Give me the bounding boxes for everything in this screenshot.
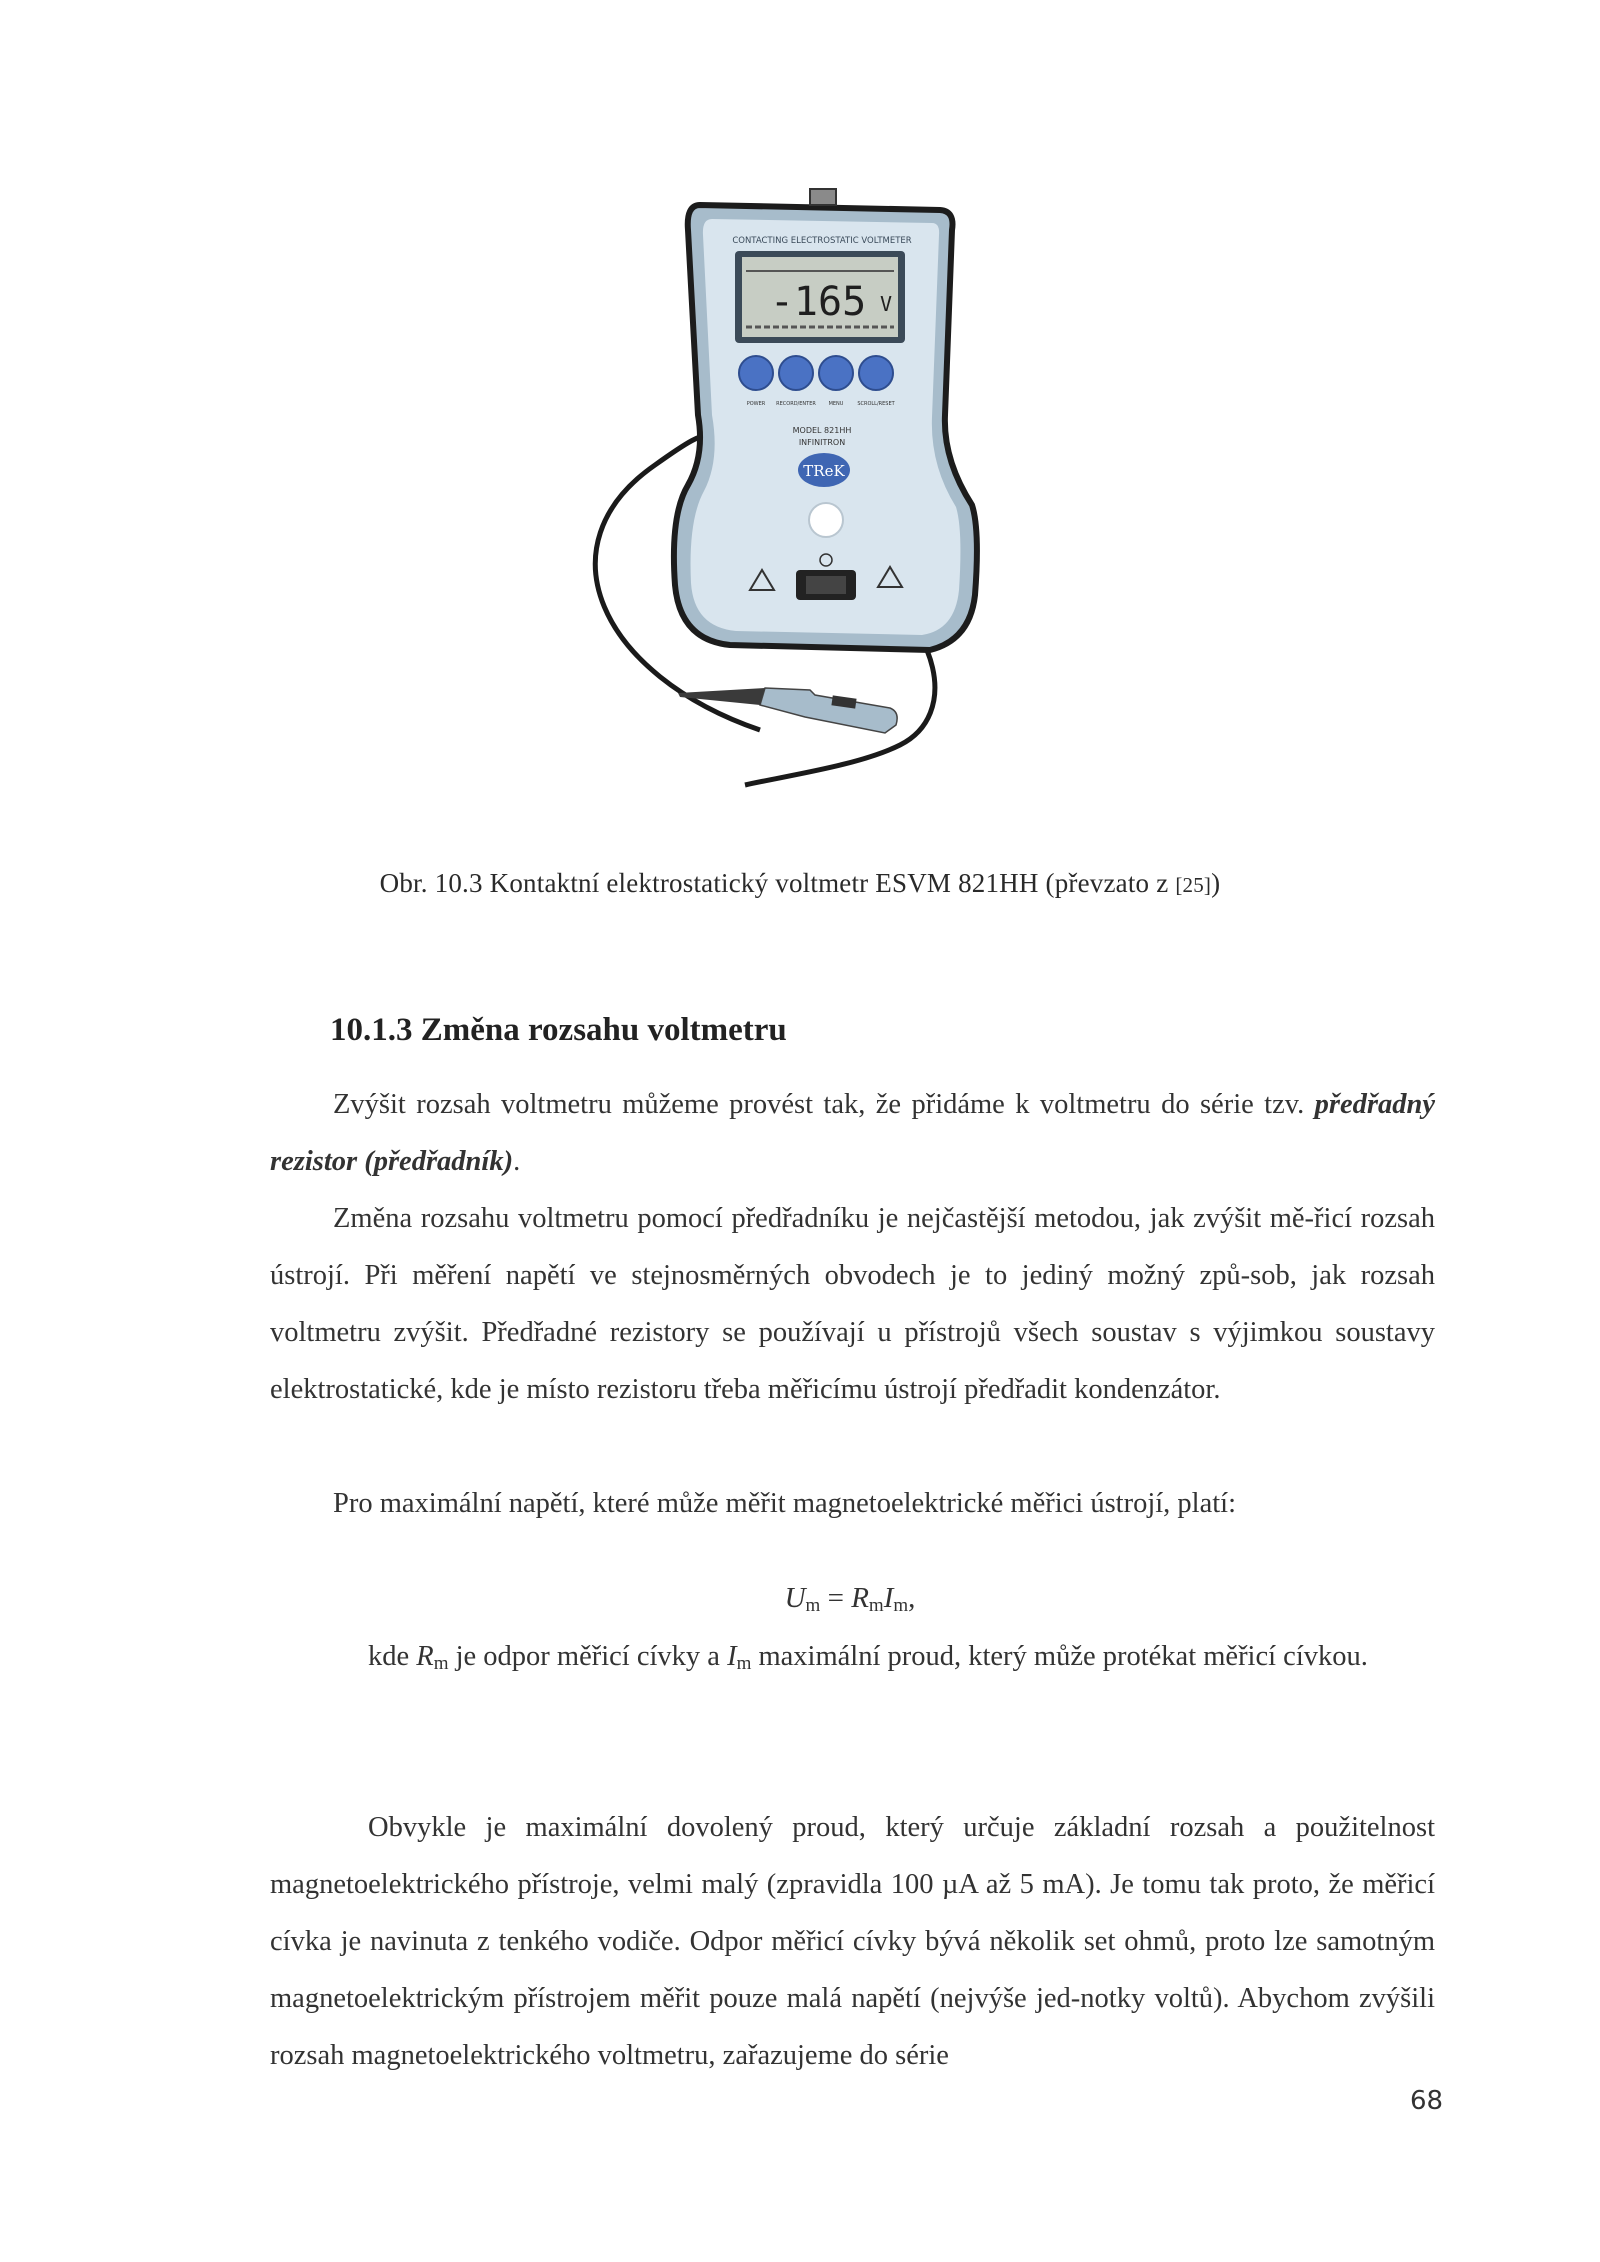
lcd-unit: V (880, 292, 893, 316)
menu-label: MENU (828, 401, 844, 407)
p4-R-sub: m (433, 1653, 449, 1674)
eq-end: , (908, 1582, 916, 1614)
figure-caption (0, 868, 1600, 899)
device-header-text: CONTACTING ELECTROSTATIC VOLTMETER (732, 236, 912, 246)
p4-I: I (727, 1641, 737, 1672)
eq-I-sub: m (893, 1595, 909, 1616)
eq-I: I (883, 1582, 894, 1614)
probe-body (760, 688, 897, 733)
lcd-reading: -165 (769, 279, 867, 325)
power-label: POWER (746, 401, 766, 407)
p4-R: R (416, 1641, 434, 1672)
paragraph-4 (270, 1628, 1435, 1692)
eq-equals: = (820, 1582, 852, 1614)
p4-b: je odpor měřicí cívky a (448, 1641, 728, 1672)
model-line-2: INFINITRON (798, 438, 846, 447)
eq-R-sub: m (868, 1595, 884, 1616)
equation (0, 1582, 1600, 1617)
p4-a: kde (368, 1641, 417, 1672)
paragraph-1-end: . (513, 1146, 521, 1177)
paragraph-5: Obvykle je maximální dovolený proud, který určuje základní rozsah a použitelnost magnetoelektrického přístroje, velmi malý (zpravidla 100 µA až 5 mA). Je tomu tak proto, že měřicí cívka je navinuta z tenkého vodiče. Odpor měřicí cívky bývá několik set ohmů, proto lze samotným magnetoelektrickým přístrojem měřit pouze malá napětí (nejvýše jed-notky voltů). Abychom zvýšili rozsah magnetoelektrického voltmetru, zařazujeme do série (270, 1812, 1435, 2071)
voltmeter-illustration (560, 185, 1020, 805)
paragraph-3: Pro maximální napětí, které může měřit magnetoelektrické měřici ústrojí, platí: (333, 1488, 1236, 1519)
eq-U-sub: m (805, 1595, 821, 1616)
caption-ref: [25] (1175, 873, 1212, 897)
eq-R: R (851, 1582, 869, 1614)
menu-button[interactable] (819, 356, 853, 390)
caption-close: ) (1211, 868, 1221, 898)
model-line-1: MODEL 821HH (792, 426, 852, 435)
paragraph-2: Změna rozsahu voltmetru pomocí předřadníku je nejčastější metodou, jak zvýšit mě-řicí rozsah ústrojí. Při měření napětí ve stejnosměrných obvodech je to jediný možný způ-sob, jak rozsah voltmetru zvýšit. Předřadné rezistory se používají u přístrojů všech soustav s výjimkou soustavy elektrostatické, kde je místo rezistoru třeba měřicímu ústrojí předřadit kondenzátor. (270, 1203, 1435, 1405)
voltmeter-figure (560, 185, 1020, 805)
section-heading: 10.1.3 Změna rozsahu voltmetru (330, 1012, 787, 1048)
page-number: 68 (1410, 2086, 1444, 2116)
probe-connector-inner (806, 576, 846, 594)
paragraph-1-text: Zvýšit rozsah voltmetru můžeme provést tak, že přidáme k voltmetru do série tzv. (333, 1089, 1315, 1120)
paragraph-1 (270, 1076, 1435, 1190)
probe-tip (678, 688, 765, 705)
record-label: RECORD/ENTER (776, 401, 816, 407)
top-connector (810, 189, 836, 205)
sensor-window (809, 503, 843, 537)
p4-I-sub: m (736, 1653, 752, 1674)
record-enter-button[interactable] (779, 356, 813, 390)
trek-logo-text: TReK (803, 462, 845, 480)
scroll-label: SCROLL/RESET (857, 401, 895, 407)
caption-text: Obr. 10.3 Kontaktní elektrostatický voltmetr ESVM 821HH (převzato z (379, 868, 1176, 898)
paragraph-1-term: předřadný rezistor (předřadník) (270, 1089, 1435, 1177)
power-button[interactable] (739, 356, 773, 390)
p4-c: maximální proud, který může protékat měřicí cívkou. (751, 1641, 1368, 1672)
scroll-reset-button[interactable] (859, 356, 893, 390)
eq-U: U (784, 1582, 806, 1614)
